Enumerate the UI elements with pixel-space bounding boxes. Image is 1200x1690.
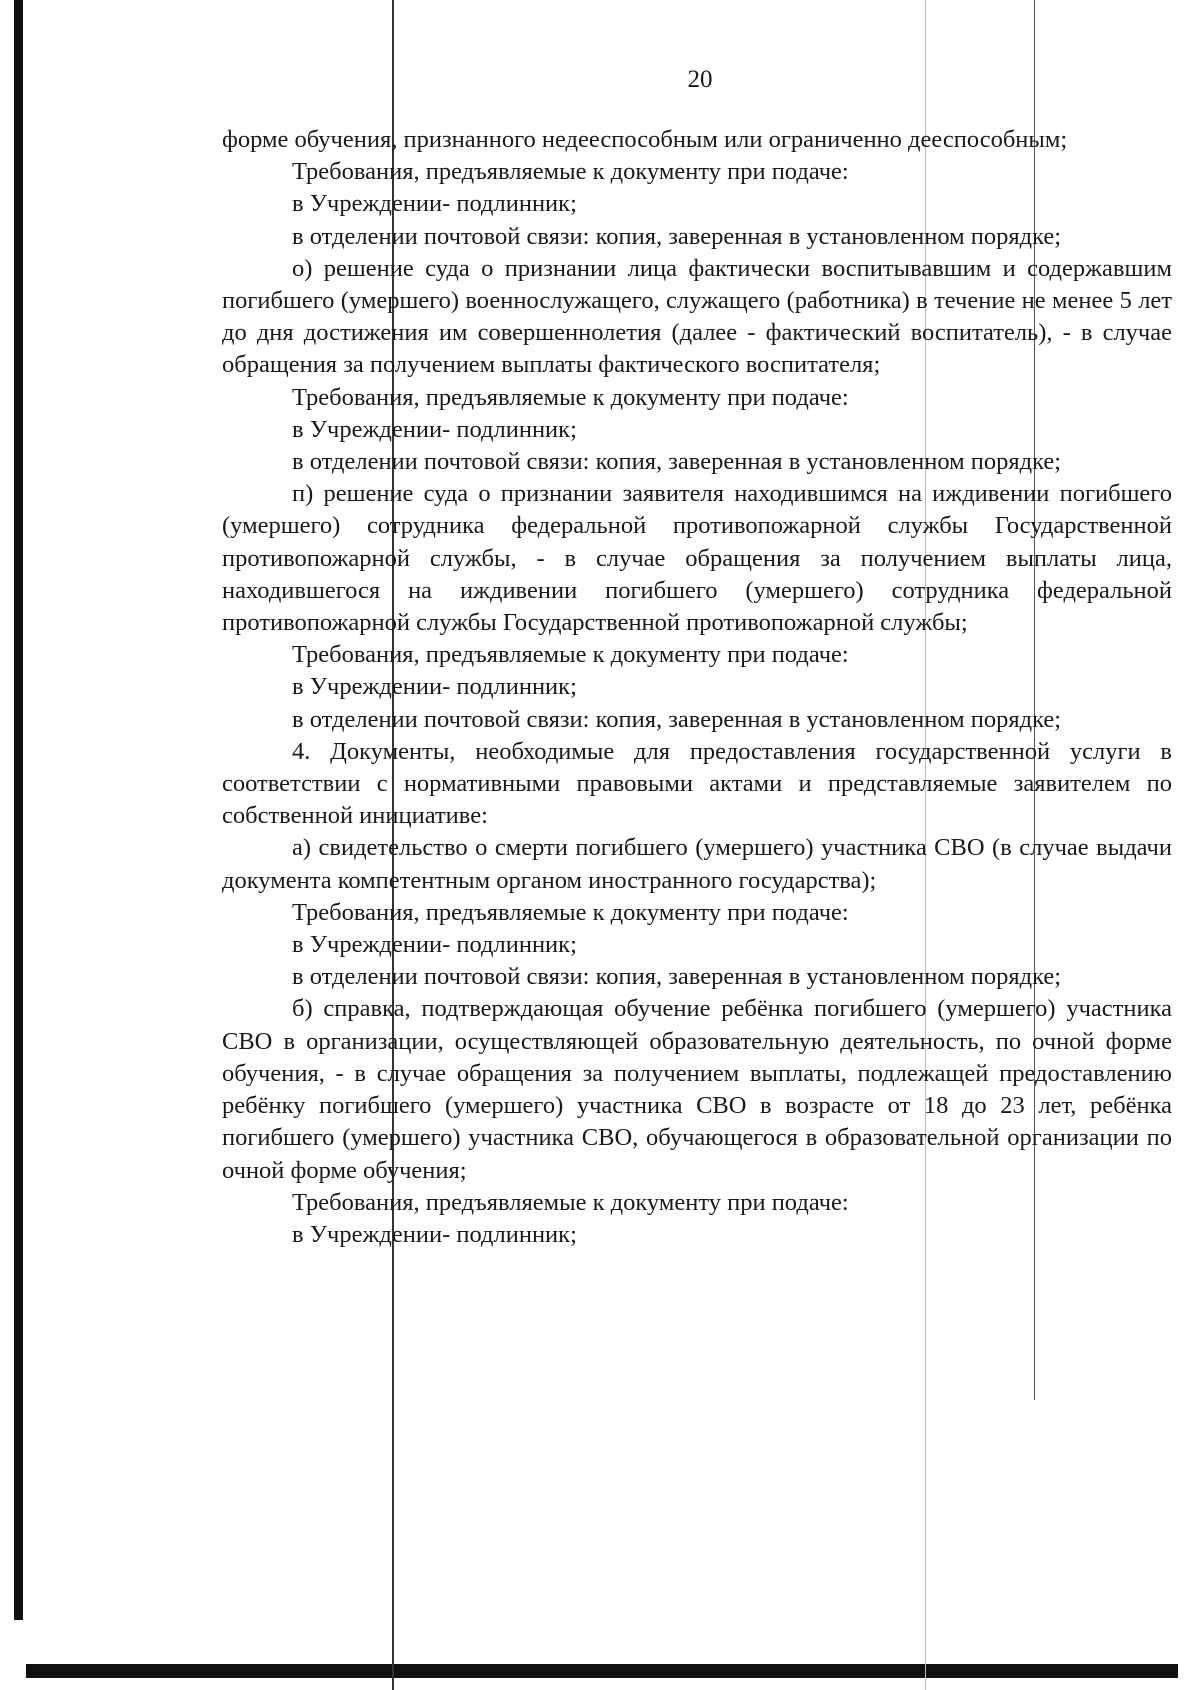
- paragraph: форме обучения, признанного недееспособным или ограниченно дееспособным;: [222, 126, 1068, 153]
- paragraph: а) свидетельство о смерти погибшего (умершего) участника СВО (в случае выдачи документа компетентным органом иностранного государства);: [222, 834, 1172, 894]
- paragraph: в Учреждении- подлинник;: [292, 415, 577, 443]
- document-body: [222, 124, 1172, 1251]
- paragraph: 4. Документы, необходимые для предоставления государственной услуги в соответствии с нормативными правовыми актами и представляемые заявителем по собственной инициативе:: [222, 737, 1172, 830]
- paragraph: в Учреждении- подлинник;: [292, 673, 577, 701]
- paragraph: в отделении почтовой связи: копия, заверенная в установленном порядке;: [292, 448, 1062, 476]
- paragraph: Требования, предъявляемые к документу при подаче:: [292, 158, 849, 186]
- paragraph: в отделении почтовой связи: копия, заверенная в установленном порядке;: [292, 705, 1062, 733]
- paragraph: в Учреждении- подлинник;: [292, 931, 577, 959]
- paragraph: в отделении почтовой связи: копия, заверенная в установленном порядке;: [292, 963, 1062, 991]
- paragraph: б) справка, подтверждающая обучение ребёнка погибшего (умершего) участника СВО в организации, осуществляющей образовательную деятельность, по очной форме обучения, - в случае обращения за получением выплаты, подлежащей предоставлению ребёнку погибшего (умершего) участника СВО в возрасте от 18 до 23 лет, ребёнка погибшего (умершего) участника СВО, обучающегося в образовательной организации по очной форме обучения;: [222, 995, 1172, 1184]
- paragraph: Требования, предъявляемые к документу при подаче:: [292, 383, 849, 411]
- paragraph: Требования, предъявляемые к документу при подаче:: [292, 641, 849, 669]
- paragraph: в Учреждении- подлинник;: [292, 1220, 577, 1248]
- paragraph: п) решение суда о признании заявителя находившимся на иждивении погибшего (умершего) сотрудника федеральной противопожарной службы Государственной противопожарной службы, - в случае обращения за получением выплаты лица, находившегося на иждивении погибшего (умершего) сотрудника федеральной противопожарной службы Государственной противопожарной службы;: [222, 480, 1172, 637]
- paragraph: Требования, предъявляемые к документу при подаче:: [292, 898, 849, 926]
- scan-left-edge: [14, 0, 23, 1620]
- paragraph: о) решение суда о признании лица фактически воспитывавшим и содержавшим погибшего (умершего) военнослужащего, служащего (работника) в течение не менее 5 лет до дня достижения им совершеннолетия (далее - фактический воспитатель), - в случае обращения за получением выплаты фактического воспитателя;: [222, 254, 1172, 379]
- paragraph: Требования, предъявляемые к документу при подаче:: [292, 1188, 849, 1216]
- paragraph: в отделении почтовой связи: копия, заверенная в установленном порядке;: [292, 222, 1062, 250]
- paragraph: в Учреждении- подлинник;: [292, 190, 577, 218]
- scan-bottom-edge: [26, 1664, 1178, 1678]
- page-number: 20: [687, 66, 713, 93]
